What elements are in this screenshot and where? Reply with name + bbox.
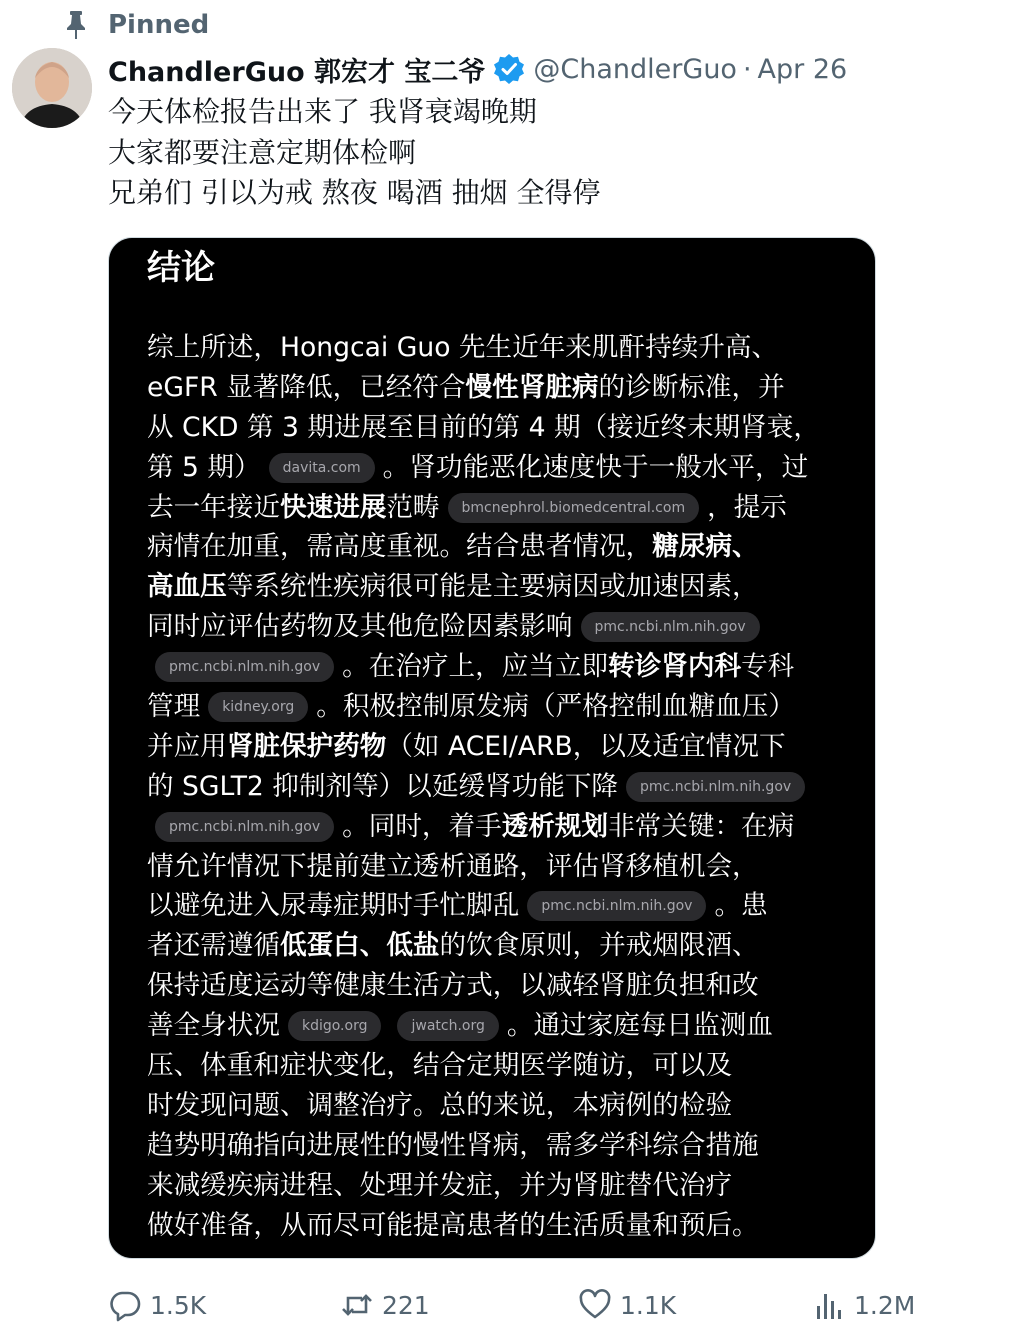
heart-icon (578, 1288, 612, 1322)
views-count: 1.2M (854, 1290, 916, 1320)
reply-count: 1.5K (150, 1290, 207, 1320)
display-name[interactable]: ChandlerGuo 郭宏才 宝二爷 (108, 56, 486, 88)
text-segment: 综上所述，Hongcai Guo 先生近年来肌酐持续升高、 (147, 332, 779, 363)
media-text-line (147, 1086, 847, 1126)
text-segment: 。同时，着手 (342, 810, 502, 842)
source-chip: kdigo.org (288, 1011, 382, 1041)
media-text-line (147, 926, 847, 966)
media-text-line (147, 567, 847, 607)
text-segment: 第 5 期） (147, 451, 261, 483)
tweet-text-line: 兄弟们 引以为戒 熬夜 喝酒 抽烟 全得停 (108, 176, 601, 209)
tweet-text-line: 大家都要注意定期体检啊 (108, 135, 417, 169)
tweet-text-line: 今天体检报告出来了 我肾衰竭晚期 (108, 95, 537, 128)
media-title: 结论 (147, 248, 215, 288)
text-segment: 去一年接近 (147, 491, 280, 523)
text-segment: 者还需遵循 (147, 930, 280, 962)
tweet-date[interactable]: Apr 26 (757, 53, 848, 85)
like-button[interactable] (578, 1283, 676, 1327)
repost-icon (340, 1288, 374, 1322)
media-text-line (147, 527, 847, 567)
text-segment: 管理 (147, 691, 201, 723)
text-segment: 的 SGLT2 抑制剂等）以延缓肾功能下降 (147, 770, 619, 802)
media-text-line (147, 966, 847, 1006)
text-segment: 来减缓疾病进程、处理并发症，并为肾脏替代治疗 (147, 1169, 733, 1201)
source-chip: pmc.ncbi.nlm.nih.gov (155, 652, 334, 682)
bold-text: 高血压 (147, 571, 227, 603)
bold-text: 快速进展 (279, 491, 387, 523)
text-segment: 。积极控制原发病（严格控制血糖血压） (316, 691, 795, 723)
text-segment: 保持适度运动等健康生活方式，以减轻肾脏负担和改 (147, 970, 759, 1002)
source-chip: pmc.ncbi.nlm.nih.gov (527, 891, 706, 921)
media-text-line (147, 807, 847, 847)
media-text-line (147, 727, 847, 767)
text-segment: 非常关键：在病 (608, 810, 795, 842)
text-segment: 从 CKD 第 3 期进展至目前的第 4 期（接近终末期肾衰， (147, 411, 820, 443)
avatar[interactable] (12, 48, 92, 128)
pinned-label: Pinned (108, 10, 210, 40)
text-segment: 范畴 (386, 491, 440, 523)
pin-icon (64, 11, 88, 39)
media-text-line (147, 1206, 847, 1246)
media-text-line (147, 1166, 847, 1206)
bold-text: 低蛋白、低盐 (279, 930, 440, 962)
action-bar (108, 1283, 916, 1327)
source-chip: davita.com (269, 453, 375, 483)
repost-button[interactable] (340, 1283, 430, 1327)
text-segment: 以避免进入尿毒症期时手忙脚乱 (147, 890, 520, 922)
reply-icon (108, 1288, 142, 1322)
media-text-line (147, 1006, 847, 1046)
text-segment: eGFR 显著降低，已经符合 (147, 371, 466, 403)
source-chip: pmc.ncbi.nlm.nih.gov (155, 812, 334, 842)
media-text-line (147, 767, 847, 807)
source-chip: bmcnephrol.biomedcentral.com (448, 493, 700, 523)
text-segment: 并应用 (147, 730, 227, 762)
verified-badge-icon[interactable] (493, 53, 525, 85)
author-handle[interactable]: @ChandlerGuo (533, 53, 737, 85)
header-separator: · (742, 53, 752, 85)
text-segment: 同时应评估药物及其他危险因素影响 (147, 611, 573, 643)
media-paragraph (147, 328, 847, 1245)
text-segment: 时发现问题、调整治疗。总的来说，本病例的检验 (147, 1089, 733, 1121)
text-segment: 。患 (714, 890, 768, 922)
media-text-line (147, 687, 847, 727)
media-text-line (147, 328, 847, 368)
source-chip: pmc.ncbi.nlm.nih.gov (626, 772, 805, 802)
bold-text: 透析规划 (501, 810, 609, 842)
bold-text: 糖尿病、 (652, 531, 759, 563)
media-text-line (147, 488, 847, 528)
views-chart-icon (812, 1288, 846, 1322)
media-image[interactable] (108, 237, 876, 1259)
views-button[interactable] (812, 1283, 915, 1327)
text-segment: 善全身状况 (147, 1010, 280, 1042)
text-segment: 。在治疗上，应当立即 (342, 651, 609, 683)
source-chip: pmc.ncbi.nlm.nih.gov (581, 612, 760, 642)
text-segment: 压、体重和症状变化，结合定期医学随访，可以及 (147, 1050, 733, 1082)
text-segment: 情允许情况下提前建立透析通路，评估肾移植机会， (147, 850, 759, 882)
text-segment: 的饮食原则，并戒烟限酒、 (439, 930, 759, 962)
like-count: 1.1K (620, 1290, 677, 1320)
text-segment: 病情在加重，需高度重视。结合患者情况， (147, 531, 653, 563)
text-segment: ，提示 (707, 491, 787, 523)
text-segment: 等系统性疾病很可能是主要病因或加速因素， (226, 571, 759, 603)
reply-button[interactable] (108, 1283, 206, 1327)
bold-text: 转诊肾内科 (608, 651, 742, 683)
media-text-line (147, 1046, 847, 1086)
media-text-line (147, 448, 847, 488)
bold-text: 肾脏保护药物 (226, 730, 387, 762)
tweet-header (108, 48, 847, 90)
media-text-line (147, 368, 847, 408)
media-text-line (147, 408, 847, 448)
text-segment: 。肾功能恶化速度快于一般水平，过 (382, 451, 809, 483)
bold-text: 慢性肾脏病 (465, 371, 599, 403)
text-segment: 专科 (741, 651, 795, 683)
repost-count: 221 (382, 1290, 430, 1320)
text-segment: 做好准备，从而尽可能提高患者的生活质量和预后。 (147, 1209, 759, 1241)
media-text-line (147, 886, 847, 926)
text-segment: 趋势明确指向进展性的慢性肾病，需多学科综合措施 (147, 1129, 759, 1161)
source-chip: kidney.org (208, 692, 308, 722)
avatar-image (12, 48, 92, 128)
media-text-line (147, 1126, 847, 1166)
text-segment: （如 ACEI/ARB，以及适宜情况下 (386, 730, 786, 762)
text-segment: 的诊断标准，并 (598, 371, 785, 403)
source-chip: jwatch.org (397, 1011, 498, 1041)
media-text-line (147, 847, 847, 887)
media-text-line (147, 647, 847, 687)
media-text-line (147, 607, 847, 647)
text-segment: 。通过家庭每日监测血 (506, 1010, 773, 1042)
tweet-text (108, 92, 601, 214)
